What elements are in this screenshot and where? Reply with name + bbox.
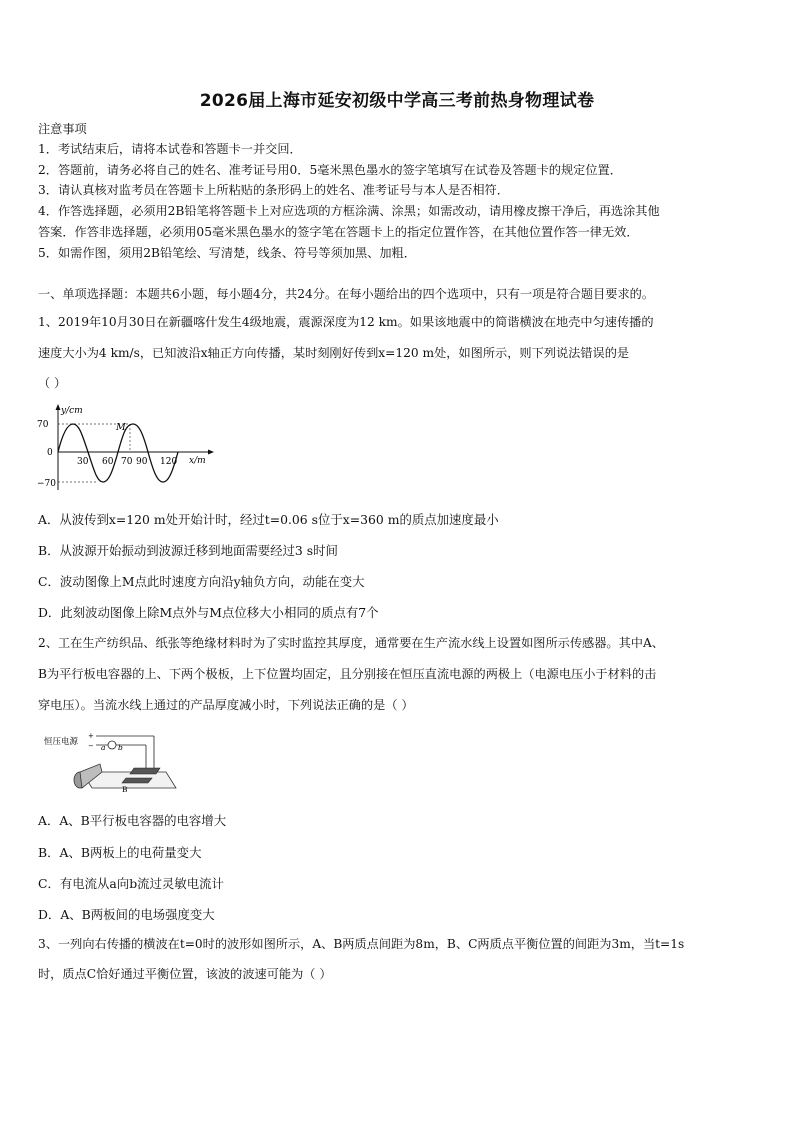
plate-b-label: B — [122, 785, 128, 794]
q2-stem-line1: 2、工在生产纺织品、纸张等绝缘材料时为了实时监控其厚度，通常要在生产流水线上设置如图所示传感器。其中A、 — [38, 636, 664, 650]
x-tick-70: 70 — [121, 457, 133, 467]
y-tick-0: 0 — [47, 448, 53, 458]
terminal-a: a — [101, 743, 106, 752]
q1-stem-line1: 1、2019年10月30日在新疆喀什发生4级地震，震源深度为12 km。如果该地震中的简谐横波在地壳中匀速传播的 — [38, 315, 654, 329]
q2-stem-line3: 穿电压）。当流水线上通过的产品厚度减小时，下列说法正确的是（ ） — [38, 698, 414, 712]
q1-option-d: D．此刻波动图像上除M点外与M点位移大小相同的质点有7个 — [38, 605, 379, 620]
notice-item-4: 4．作答选择题，必须用2B铅笔将答题卡上对应选项的方框涂满、涂黑；如需改动，请用橡皮擦干净后，再选涂其他 — [38, 204, 660, 218]
q2-option-b: B．A、B两板上的电荷量变大 — [38, 845, 202, 860]
q1-stem-line2: 速度大小为4 km/s，已知波沿x轴正方向传播，某时刻刚好传到x=120 m处，如图所示，则下列说法错误的是 — [38, 346, 630, 360]
notice-item-5: 5．如需作图，须用2B铅笔绘、写清楚，线条、符号等须加黑、加粗． — [38, 246, 416, 260]
terminal-b: b — [118, 743, 123, 752]
q1-bracket: （ ） — [38, 376, 67, 390]
section-heading: 一、单项选择题：本题共6小题，每小题4分，共24分。在每小题给出的四个选项中，只有一项是符合题目要求的。 — [38, 287, 655, 301]
q2-option-c: C．有电流从a向b流过灵敏电流计 — [38, 876, 224, 891]
y-tick-neg70: −70 — [37, 479, 56, 489]
notice-item-1: 1．考试结束后，请将本试卷和答题卡一并交回． — [38, 142, 302, 156]
x-tick-60: 60 — [102, 457, 114, 467]
notice-item-2: 2．答题前，请务必将自己的姓名、准考证号用0．5毫米黑色墨水的签字笔填写在试卷及答题卡的规定位置． — [38, 163, 622, 177]
q3-stem-line1: 3、一列向右传播的横波在t=0时的波形如图所示，A、B两质点间距为8m，B、C两质点平衡位置的间距为3m，当t=1s — [38, 937, 685, 951]
point-m-label: M — [116, 422, 126, 433]
q2-option-d: D．A、B两板间的电场强度变大 — [38, 907, 215, 922]
notice-item-4-cont: 答案．作答非选择题，必须用05毫米黑色墨水的签字笔在答题卡上的指定位置作答，在其他位置作答一律无效． — [38, 225, 639, 239]
wave-graph — [34, 402, 220, 494]
q1-option-a: A．从波传到x=120 m处开始计时，经过t=0.06 s位于x=360 m的质点加速度最小 — [38, 512, 499, 527]
q1-option-b: B．从波源开始振动到波源迁移到地面需要经过3 s时间 — [38, 543, 338, 558]
q1-option-c: C．波动图像上M点此时速度方向沿y轴负方向，动能在变大 — [38, 574, 365, 589]
y-tick-70: 70 — [37, 420, 49, 430]
galvanometer-icon — [108, 741, 116, 749]
q2-option-a: A．A、B平行板电容器的电容增大 — [38, 813, 227, 828]
notice-heading: 注意事项 — [38, 122, 87, 136]
x-axis-arrow — [208, 450, 214, 455]
power-minus: − — [88, 742, 94, 750]
x-axis-label: x/m — [189, 456, 206, 466]
plate-b — [122, 778, 152, 783]
x-tick-90: 90 — [136, 457, 148, 467]
power-label: 恒压电源 — [44, 737, 79, 747]
x-tick-30: 30 — [77, 457, 89, 467]
q3-stem-line2: 时，质点C恰好通过平衡位置，该波的波速可能为（ ） — [38, 967, 332, 981]
notice-item-3: 3．请认真核对监考员在答题卡上所粘贴的条形码上的姓名、准考证号与本人是否相符． — [38, 183, 509, 197]
power-plus: + — [88, 732, 94, 740]
page-title: 2026届上海市延安初级中学高三考前热身物理试卷 — [199, 91, 595, 111]
y-axis-arrow — [56, 404, 61, 410]
y-axis-label: y/cm — [61, 406, 83, 416]
sensor-figure — [42, 728, 182, 794]
plate-a — [130, 768, 160, 774]
x-tick-120: 120 — [160, 457, 178, 467]
q2-stem-line2: B为平行板电容器的上、下两个极板，上下位置均固定，且分别接在恒压直流电源的两极上（电源电压小于材料的击 — [38, 667, 657, 681]
